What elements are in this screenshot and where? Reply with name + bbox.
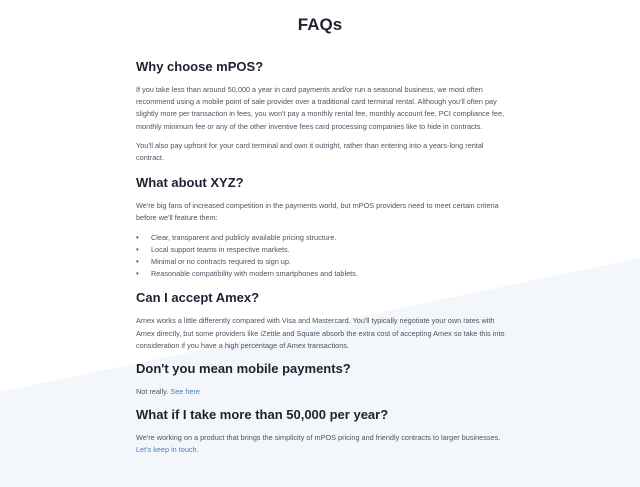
faq-heading-more-than-50000: What if I take more than 50,000 per year? <box>136 407 389 423</box>
faq-paragraph <box>136 432 508 456</box>
list-item <box>136 244 508 256</box>
faq-content <box>136 58 508 464</box>
faq-heading-why-mpos: Why choose mPOS? <box>136 59 264 74</box>
faq-heading-amex: Can I accept Amex? <box>136 290 260 306</box>
faq-section-amex <box>136 289 508 352</box>
faq-paragraph <box>136 386 508 398</box>
faq-text: We're working on a product that brings the simplicity of mPOS pricing and friendly contracts to larger businesses. <box>136 433 501 443</box>
bullet-icon: • <box>136 244 139 254</box>
faq-paragraph: We're big fans of increased competition in the payments world, but mPOS providers need to meet certain criteria before we'll feature them: <box>136 201 499 223</box>
list-item <box>136 232 508 244</box>
list-item <box>136 268 508 280</box>
bullet-icon: • <box>136 269 139 279</box>
faq-section-xyz <box>136 174 508 280</box>
faq-section-more-than-50000 <box>136 406 508 456</box>
list-item-text: Reasonable compatibility with modern smartphones and tablets. <box>151 269 358 279</box>
faq-section-mobile-payments <box>136 360 508 398</box>
bullet-icon: • <box>136 232 139 242</box>
page-title: FAQs <box>297 15 343 34</box>
faq-heading-xyz: What about XYZ? <box>136 175 244 191</box>
faq-text: Not really. <box>136 387 169 397</box>
see-here-link[interactable]: See here <box>170 387 200 397</box>
faq-heading-mobile-payments: Don't you mean mobile payments? <box>136 361 351 377</box>
faq-paragraph: If you take less than around 50,000 a year in card payments and/or run a seasonal business, we most often recommend using a mobile point of sale provider over a traditional card terminal rental. Although you'll often pay slightly more per transaction in fees, you won't pay a monthly rental fee, monthly account fee, PCI compliance fee, monthly minimum fee or any of the other inventive fees card processing companies like to hide in contracts. <box>136 85 505 131</box>
criteria-list <box>136 232 508 281</box>
keep-in-touch-link[interactable]: Let's keep in touch. <box>136 445 199 455</box>
list-item <box>136 256 508 268</box>
list-item-text: Local support teams in respective markets. <box>151 244 290 254</box>
faq-paragraph: Amex works a little differently compared with Visa and Mastercard. You'll typically negotiate your own rates with Amex directly, but some providers like iZettle and Square absorb the extra cost of accepting Amex so take this into consideration if you have a high percentage of Amex transactions. <box>136 316 505 350</box>
list-item-text: Minimal or no contracts required to sign up. <box>151 257 291 267</box>
faq-paragraph: You'll also pay upfront for your card terminal and own it outright, rather than entering into a years-long rental contract. <box>136 140 484 163</box>
list-item-text: Clear, transparent and publicly available pricing structure. <box>151 232 337 242</box>
faq-section-why-mpos <box>136 58 508 164</box>
bullet-icon: • <box>136 257 139 267</box>
